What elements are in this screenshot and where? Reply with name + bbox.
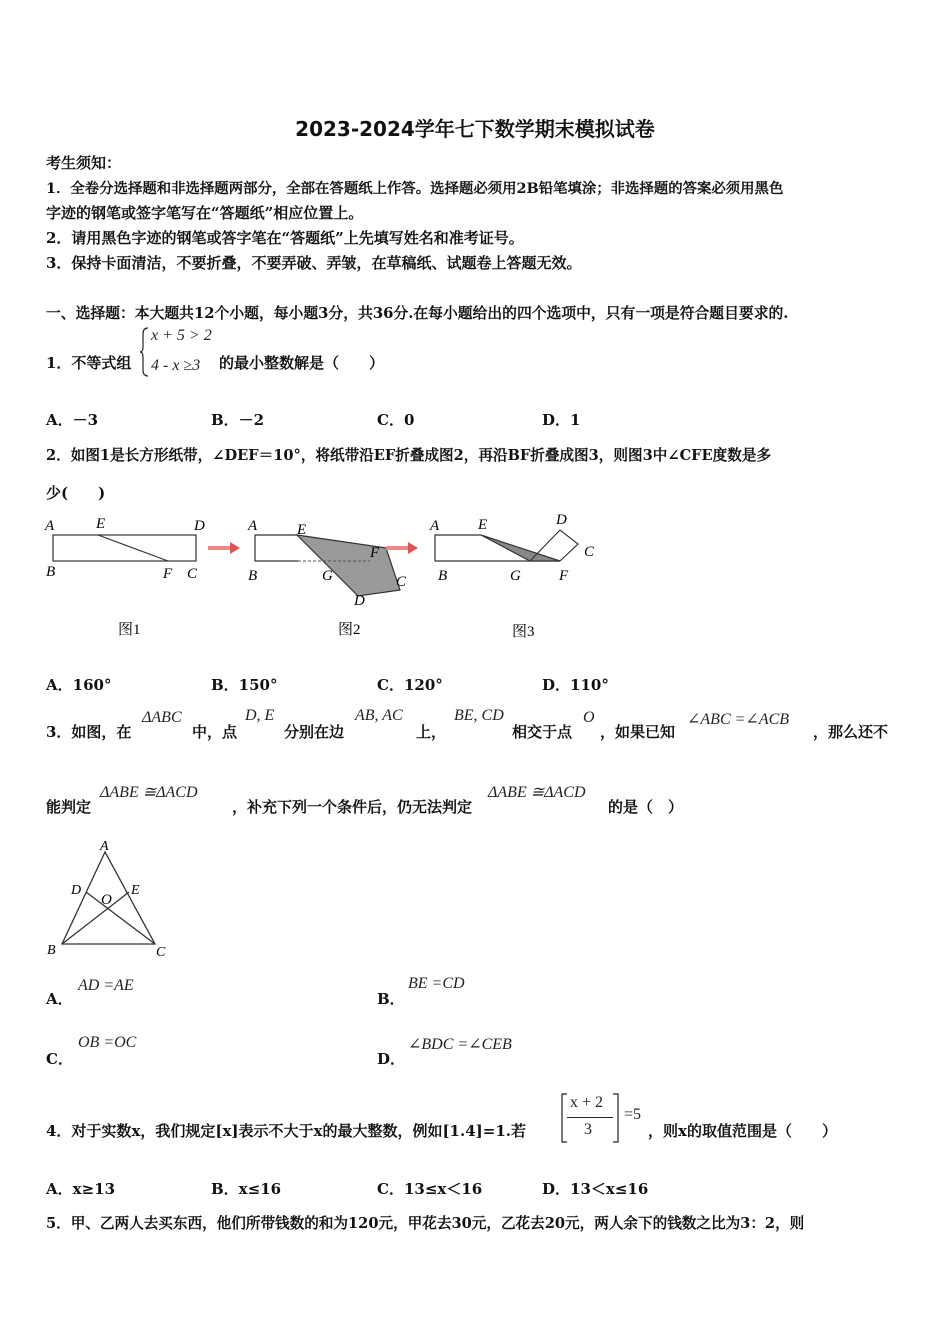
q2-text-line-1: 2．如图1是长方形纸带，∠DEF＝10°，将纸带沿EF折叠成图2，再沿BF折叠成图3，则图3中∠CFE度数是多: [46, 447, 772, 464]
q3-text-5: 相交于点: [512, 723, 573, 741]
q3-math-angles: ∠ABC =∠ACB: [687, 711, 790, 728]
section-heading: 一、选择题：本大题共12个小题，每小题3分，共36分.在每小题给出的四个选项中，只有一项是符合题目要求的.: [46, 305, 789, 322]
figure-3: [429, 512, 595, 640]
q2-option-a[interactable]: A．160°: [46, 676, 112, 694]
q3-math-triangle: ΔABC: [142, 709, 182, 726]
q1-inequality-2: 4 - x ≥3: [151, 357, 201, 374]
q4-text: 4．对于实数x，我们规定[x]表示不大于x的最大整数，例如[1.4]=1.若: [46, 1122, 526, 1140]
q4-bracket-left: [560, 1093, 568, 1143]
q5-text: 5．甲、乙两人去买东西，他们所带钱数的和为120元，甲花去30元，乙花去20元，两人余下的钱数之比为3：2，则: [46, 1215, 805, 1232]
q1-inequality-1: x + 5 > 2: [151, 327, 212, 344]
q3-math-congruence-1: ΔABE ≅ΔACD: [100, 784, 198, 801]
fig2-label-e: E: [297, 522, 307, 538]
tri-label-a: A: [100, 839, 109, 854]
q3-math-sides: AB, AC: [355, 707, 403, 724]
fig3-label-a: A: [430, 518, 440, 534]
page-title: 2023-2024学年七下数学期末模拟试卷: [295, 117, 655, 141]
arrow-2-icon: [386, 542, 418, 554]
q3-text-6: ，如果已知: [600, 723, 676, 741]
q3-text-4: 上，: [416, 723, 447, 741]
figure-1: [44, 516, 205, 638]
notice-line-3: 2．请用黑色字迹的钢笔或答字笔在“答题纸”上先填写姓名和准考证号。: [46, 229, 524, 247]
q3-option-d-letter[interactable]: D．: [377, 1050, 406, 1068]
q3-text-9: ，补充下列一个条件后，仍无法判定: [232, 798, 473, 816]
q4-rhs: =5: [624, 1106, 642, 1123]
q3-math-segments: BE, CD: [454, 707, 504, 724]
tri-label-c: C: [156, 945, 166, 960]
q3-option-d-math[interactable]: ∠BDC =∠CEB: [408, 1036, 512, 1053]
q1-brace: [140, 326, 150, 378]
q4-fraction-bar: [567, 1117, 613, 1118]
figure-2: [247, 518, 407, 638]
q4-denominator: 3: [584, 1121, 592, 1138]
q3-math-point-o: O: [583, 709, 595, 726]
fig3-label-c: C: [584, 544, 595, 560]
fig2-label-a: A: [248, 518, 258, 534]
tri-label-b: B: [47, 943, 56, 958]
tri-label-d: D: [71, 883, 82, 898]
fig1-label-d: D: [194, 518, 205, 534]
q1-option-c[interactable]: C．0: [377, 411, 415, 429]
fig2-caption: 图2: [338, 622, 361, 638]
q2-figures: [40, 510, 620, 645]
q4-option-c[interactable]: C．13≤x＜16: [377, 1180, 483, 1198]
q3-text-7: ，那么还不: [813, 723, 889, 741]
q3-option-b-letter[interactable]: B．: [377, 990, 405, 1008]
q3-math-congruence-2: ΔABE ≅ΔACD: [488, 784, 586, 801]
q1-option-b[interactable]: B．－2: [211, 411, 265, 429]
fig3-label-b: B: [438, 568, 448, 584]
q3-text-8: 能判定: [46, 798, 92, 816]
q1-suffix: 的最小整数解是（ ）: [219, 354, 385, 372]
fig2-label-f: F: [370, 545, 380, 561]
q4-option-d[interactable]: D．13＜x≤16: [542, 1180, 649, 1198]
q4-option-a[interactable]: A．x≥13: [46, 1180, 116, 1198]
q3-option-a-letter[interactable]: A．: [46, 990, 73, 1008]
fig2-label-d: D: [354, 593, 365, 609]
q3-text-3: 分别在边: [284, 723, 345, 741]
q3-math-points: D, E: [245, 707, 275, 724]
q2-option-c[interactable]: C．120°: [377, 676, 443, 694]
arrow-1-icon: [208, 542, 240, 554]
q3-triangle-figure: [40, 834, 180, 964]
q2-option-b[interactable]: B．150°: [211, 676, 278, 694]
q4-suffix: ，则x的取值范围是（ ）: [648, 1122, 837, 1140]
notice-line-2: 字迹的钢笔或签字笔写在“答题纸”相应位置上。: [46, 204, 364, 222]
fig3-caption: 图3: [512, 624, 535, 640]
fig3-label-f: F: [559, 568, 569, 584]
fig1-label-b: B: [46, 564, 56, 580]
fig3-label-e: E: [478, 517, 488, 533]
fig2-label-c: C: [396, 574, 407, 590]
notice-heading: 考生须知：: [46, 154, 122, 172]
fig3-label-g: G: [510, 568, 521, 584]
q3-text-1: 3．如图，在: [46, 723, 132, 741]
q3-text-2: 中，点: [192, 723, 238, 741]
q4-bracket-right: [612, 1093, 620, 1143]
tri-label-e: E: [131, 883, 140, 898]
q3-option-b-math[interactable]: BE =CD: [408, 975, 465, 992]
q4-option-b[interactable]: B．x≤16: [211, 1180, 282, 1198]
q4-numerator: x + 2: [570, 1094, 604, 1111]
q1-prefix: 1．不等式组: [46, 354, 132, 372]
q1-option-d[interactable]: D．1: [542, 411, 581, 429]
tri-label-o: O: [101, 892, 112, 908]
fig1-label-f: F: [163, 566, 173, 582]
fig1-label-e: E: [96, 516, 106, 532]
fig2-label-b: B: [248, 568, 258, 584]
fig2-label-g: G: [322, 568, 333, 584]
fig1-label-a: A: [45, 518, 55, 534]
q3-option-c-letter[interactable]: C．: [46, 1050, 73, 1068]
q2-option-d[interactable]: D．110°: [542, 676, 609, 694]
fig1-caption: 图1: [118, 622, 141, 638]
q3-option-c-math[interactable]: OB =OC: [78, 1034, 137, 1051]
q3-option-a-math[interactable]: AD =AE: [78, 977, 134, 994]
q3-text-10: 的是（ ）: [608, 798, 684, 816]
notice-line-4: 3．保持卡面清洁，不要折叠，不要弄破、弄皱，在草稿纸、试题卷上答题无效。: [46, 254, 582, 272]
q1-option-a[interactable]: A．－3: [46, 411, 99, 429]
notice-line-1: 1．全卷分选择题和非选择题两部分，全部在答题纸上作答。选择题必须用2B铅笔填涂；非选择题的答案必须用黑色: [46, 180, 784, 197]
q2-text-line-2: 少( ): [46, 484, 106, 502]
fig1-label-c: C: [187, 566, 198, 582]
fig3-label-d: D: [556, 512, 567, 528]
